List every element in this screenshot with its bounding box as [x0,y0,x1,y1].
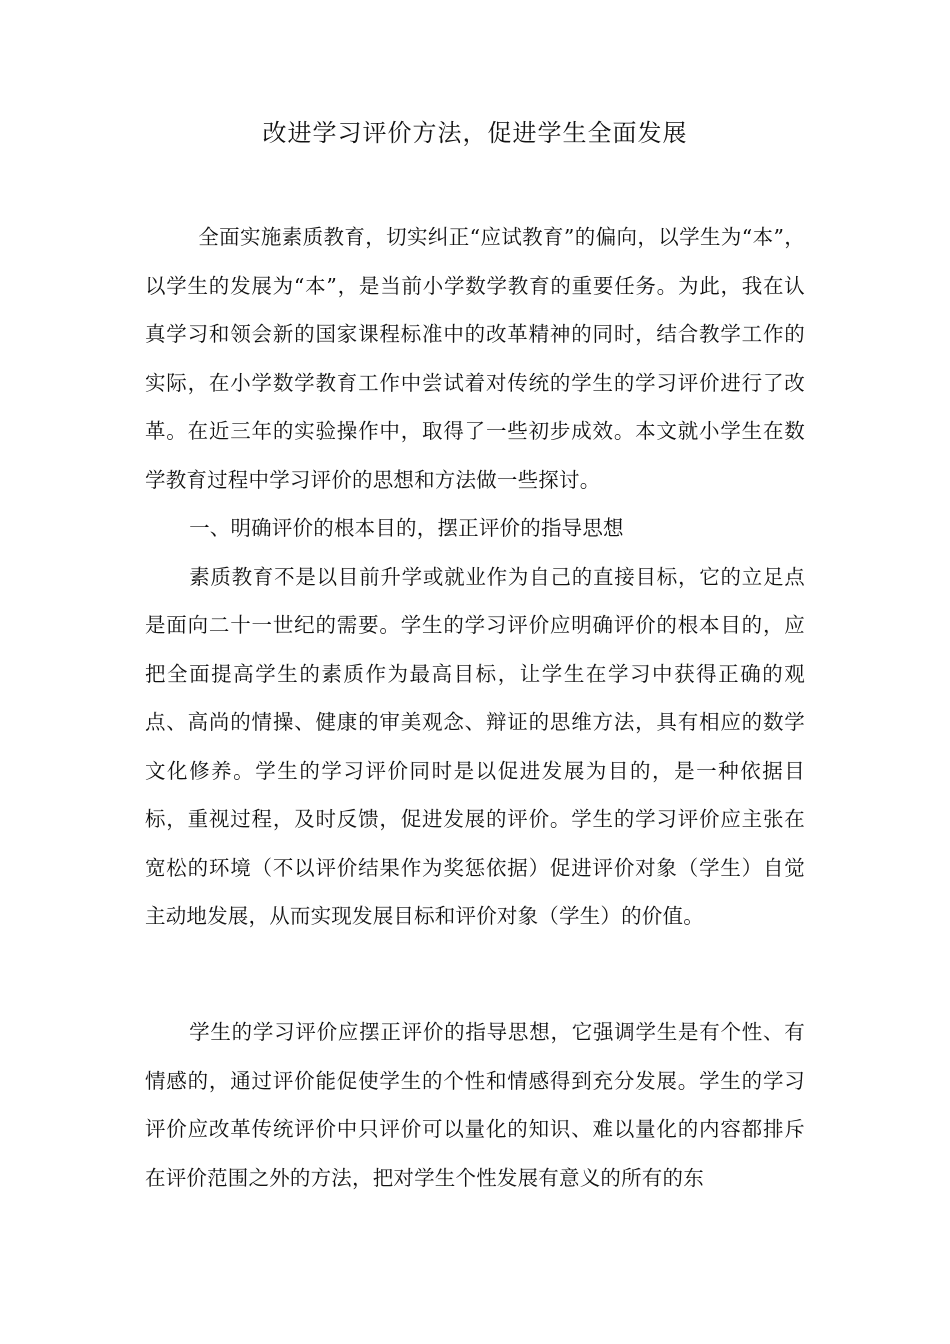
document-title: 改进学习评价方法，促进学生全面发展 [262,119,688,147]
section-one-block [145,504,805,941]
section-heading: 一、明确评价的根本目的，摆正评价的指导思想 [189,516,624,540]
intro-paragraph-block [145,213,805,504]
paragraph-guiding-ideas: 学生的学习评价应摆正评价的指导思想，它强调学生是有个性、有情感的，通过评价能促使学生的个性和情感得到充分发展。学生的学习评价应改革传统评价中只评价可以量化的知识、难以量化的内容都排斥在评价范围之外的方法，把对学生个性发展有意义的所有的东 [145,1020,805,1190]
paragraph-intro: 全面实施素质教育，切实纠正“应试教育”的偏向，以学生为“本”，以学生的发展为“本”，是当前小学数学教育的重要任务。为此，我在认真学习和领会新的国家课程标准中的改革精神的同时，结合教学工作的实际，在小学数学教育工作中尝试着对传统的学生的学习评价进行了改革。在近三年的实验操作中，取得了一些初步成效。本文就小学生在数学教育过程中学习评价的思想和方法做一些探讨。 [145,225,805,492]
guiding-ideas-block [145,1008,805,1202]
paragraph-section-one: 素质教育不是以目前升学或就业作为自己的直接目标，它的立足点是面向二十一世纪的需要。学生的学习评价应明确评价的根本目的，应把全面提高学生的素质作为最高目标，让学生在学习中获得正确的观点、高尚的情操、健康的审美观念、辩证的思维方法，具有相应的数学文化修养。学生的学习评价同时是以促进发展为目的，是一种依据目标，重视过程，及时反馈，促进发展的评价。学生的学习评价应主张在宽松的环境（不以评价结果作为奖惩依据）促进评价对象（学生）自觉主动地发展，从而实现发展目标和评价对象（学生）的价值。 [145,564,805,928]
